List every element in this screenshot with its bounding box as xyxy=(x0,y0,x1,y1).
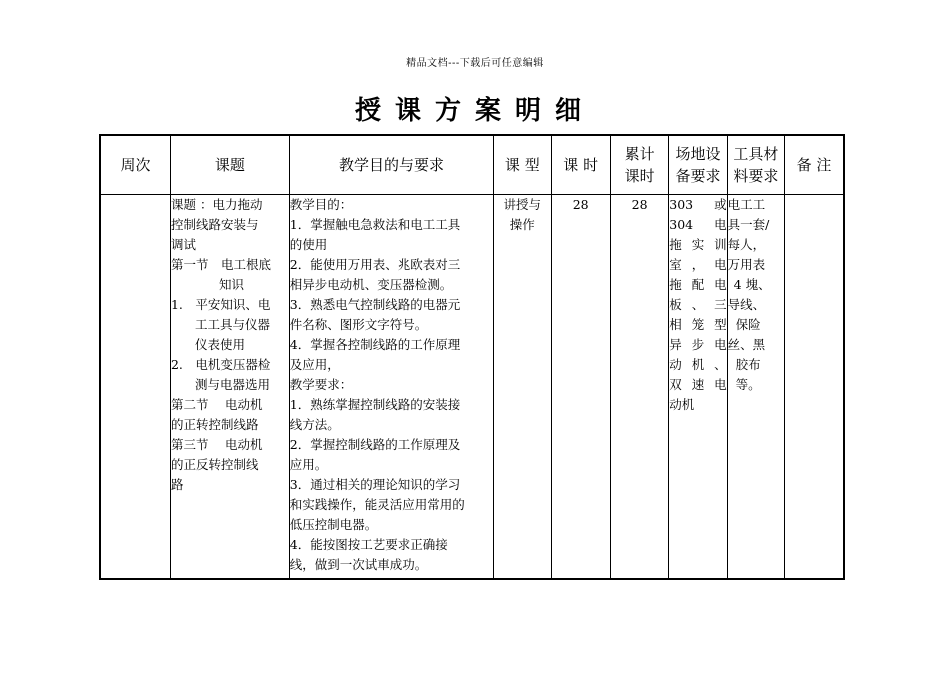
tool-line: 万用表 xyxy=(727,257,766,272)
cell-topic xyxy=(170,195,289,580)
topic-line: 1. 平安知识、电 xyxy=(170,297,271,312)
goal-line: 及应用， xyxy=(289,357,340,372)
topic-line: 第三节 电动机 xyxy=(170,437,263,452)
goal-line: 1．熟练掌握控制线路的安装接 xyxy=(289,397,461,412)
topic-line: 知识 xyxy=(218,277,244,292)
topic-line: 课题 ：电力拖动 xyxy=(170,197,263,212)
goal-line: 4．能按图按工艺要求正确接 xyxy=(289,537,448,552)
header-site-line1: 场地设 xyxy=(675,145,721,163)
topic-line: 第二节 电动机 xyxy=(170,397,263,412)
topic-line: 仪表使用 xyxy=(194,337,245,352)
cell-hours: 28 xyxy=(551,195,610,580)
cell-week xyxy=(100,195,170,580)
header-cum-hours xyxy=(610,135,668,195)
goal-line: 2．能使用万用表、兆欧表对三 xyxy=(289,257,461,272)
goal-line: 教学要求： xyxy=(289,377,353,392)
topic-line: 测与电器选用 xyxy=(194,377,270,392)
table-row xyxy=(100,195,844,580)
goal-line: 的使用 xyxy=(289,237,328,252)
site-line: 相笼型 xyxy=(669,317,727,332)
cell-tool xyxy=(727,195,784,580)
header-hours: 课 时 xyxy=(551,135,610,195)
header-cum-hours-line1: 累计 xyxy=(624,145,655,163)
tool-line: 导线、 xyxy=(727,297,766,312)
topic-line: 2. 电机变压器检 xyxy=(170,357,271,372)
goal-line: 线，做到一次试車成功。 xyxy=(289,557,428,572)
tool-line: 每人， xyxy=(727,237,766,252)
tool-line: 4 塊、 xyxy=(733,277,771,292)
topic-line: 工工具与仪器 xyxy=(194,317,270,332)
header-tool xyxy=(727,135,784,195)
header-week: 周次 xyxy=(100,135,170,195)
goal-line: 3．熟悉电气控制线路的电器元 xyxy=(289,297,461,312)
watermark-text: 精品文档---下载后可任意编辑 xyxy=(406,58,544,69)
header-site xyxy=(669,135,727,195)
goal-line: 件名称、图形文字符号。 xyxy=(289,317,428,332)
topic-line: 路 xyxy=(170,477,184,492)
header-cum-hours-line2: 课时 xyxy=(624,167,655,185)
site-line: 异步电 xyxy=(669,337,727,352)
cell-note xyxy=(785,195,844,580)
header-topic: 课题 xyxy=(170,135,289,195)
table-header-row xyxy=(100,135,844,195)
site-line: 303 或 xyxy=(669,197,727,212)
goal-line: 线方法。 xyxy=(289,417,340,432)
site-line: 动机、 xyxy=(669,357,727,372)
goal-line: 2．掌握控制线路的工作原理及 xyxy=(289,437,461,452)
site-line: 动机 xyxy=(669,397,695,412)
goal-line: 和实践操作，能灵活应用常用的 xyxy=(289,497,465,512)
topic-line: 调试 xyxy=(170,237,196,252)
topic-line: 第一节 电工根底 xyxy=(170,257,271,272)
site-line: 室，电 xyxy=(669,257,727,272)
type-line: 操作 xyxy=(509,217,535,232)
tool-line: 电工工 xyxy=(727,197,766,212)
page-title: 授课方案明细 xyxy=(354,96,595,126)
site-line: 拖配电 xyxy=(669,277,727,292)
goal-line: 1．掌握触电急救法和电工工具 xyxy=(289,217,461,232)
topic-line: 的正转控制线路 xyxy=(170,417,259,432)
header-tool-line1: 工具材 xyxy=(733,145,779,163)
header-type: 课 型 xyxy=(494,135,551,195)
tool-line: 等。 xyxy=(735,377,761,392)
topic-line: 控制线路安装与 xyxy=(170,217,259,232)
cell-site xyxy=(669,195,727,580)
header-tool-line2: 料要求 xyxy=(733,167,779,185)
header-note: 备 注 xyxy=(785,135,844,195)
goal-line: 相异步电动机、变压器检测。 xyxy=(289,277,453,292)
site-line: 304 电 xyxy=(669,217,727,232)
tool-line: 丝、黑 xyxy=(727,337,766,352)
cell-type xyxy=(494,195,551,580)
topic-line: 的正反转控制线 xyxy=(170,457,259,472)
header-goal: 教学目的与要求 xyxy=(289,135,493,195)
site-line: 拖实训 xyxy=(669,237,727,252)
tool-line: 胶布 xyxy=(735,357,761,372)
header-site-line2: 备要求 xyxy=(675,167,721,185)
goal-line: 3．通过相关的理论知识的学习 xyxy=(289,477,461,492)
site-line: 双速电 xyxy=(669,377,727,392)
tool-line: 具一套/ xyxy=(727,217,770,232)
goal-line: 教学目的： xyxy=(289,197,353,212)
goal-line: 4．掌握各控制线路的工作原理 xyxy=(289,337,461,352)
goal-line: 低压控制电器。 xyxy=(289,517,378,532)
type-line: 讲授与 xyxy=(503,197,542,212)
cell-goal xyxy=(289,195,493,580)
site-line: 板、三 xyxy=(669,297,727,312)
goal-line: 应用。 xyxy=(289,457,328,472)
cell-cum-hours: 28 xyxy=(610,195,668,580)
tool-line: 保险 xyxy=(735,317,761,332)
lesson-plan-table xyxy=(99,134,845,580)
